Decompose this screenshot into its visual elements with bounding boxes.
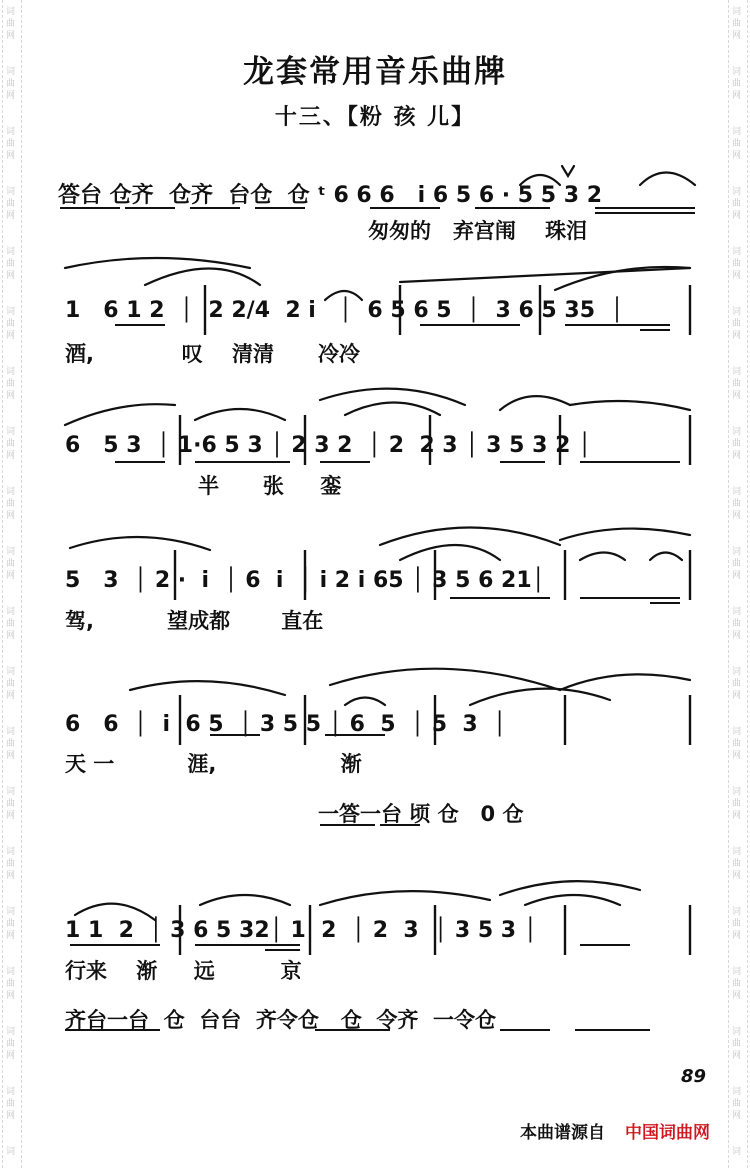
system-1-notes: 答台 仓齐 仓齐 台仓 仓 ᵗ 6 6 6 i 6 5 6 · 5 5 3 2 <box>58 183 603 208</box>
watermark-glyph: 网 <box>6 391 16 401</box>
watermark-glyph: 词 <box>6 127 16 137</box>
watermark-glyph: 网 <box>732 91 742 101</box>
watermark-glyph: 词 <box>732 787 742 797</box>
watermark-glyph: 网 <box>6 1111 16 1121</box>
watermark-glyph: 词 <box>732 367 742 377</box>
watermark-glyph: 曲 <box>6 19 16 29</box>
watermark-glyph: 网 <box>732 871 742 881</box>
watermark-glyph: 曲 <box>732 919 742 929</box>
watermark-glyph: 词 <box>6 367 16 377</box>
watermark-glyph: 词 <box>732 7 742 17</box>
watermark-glyph: 曲 <box>732 139 742 149</box>
watermark-glyph: 曲 <box>6 259 16 269</box>
watermark-glyph: 词 <box>6 787 16 797</box>
watermark-glyph: 词 <box>6 7 16 17</box>
watermark-glyph: 词 <box>6 1087 16 1097</box>
watermark-glyph: 词 <box>732 727 742 737</box>
system-1-lyrics: 匆匆的 弃宫闱 珠泪 <box>368 219 588 243</box>
watermark-glyph: 网 <box>732 931 742 941</box>
system-3-lyrics: 半 张 銮 <box>198 474 342 498</box>
watermark-glyph: 曲 <box>6 139 16 149</box>
watermark-glyph: 曲 <box>6 1099 16 1109</box>
system-2-notes: 1 6 1 2 │ 2 2/4 2 i │ 6 5 6 5 │ 3 6 5 35 │ <box>65 298 624 323</box>
watermark-glyph: 词 <box>732 1087 742 1097</box>
watermark-glyph: 网 <box>6 691 16 701</box>
watermark-glyph: 网 <box>732 1051 742 1061</box>
watermark-glyph: 词 <box>6 547 16 557</box>
watermark-glyph: 网 <box>6 511 16 521</box>
watermark-glyph: 曲 <box>732 499 742 509</box>
watermark-glyph: 网 <box>732 511 742 521</box>
watermark-glyph: 曲 <box>732 319 742 329</box>
watermark-glyph: 词 <box>732 847 742 857</box>
watermark-glyph: 网 <box>732 451 742 461</box>
watermark-glyph: 词 <box>6 607 16 617</box>
system-6-percussion: 齐台一台 仓 台台 齐令仓 仓 令齐 一令仓 <box>65 1008 497 1032</box>
watermark-strip-right <box>728 0 748 1168</box>
watermark-glyph: 词 <box>732 907 742 917</box>
watermark-glyph: 词 <box>732 967 742 977</box>
watermark-glyph: 词 <box>732 1027 742 1037</box>
system-5-notes: 6 6 │ i 6 5 │ 3 5 5 │ 6 5 │ 5 3 │ <box>65 712 507 737</box>
system-2-lyrics: 酒, 叹 清清 冷冷 <box>65 342 360 366</box>
watermark-glyph: 网 <box>6 751 16 761</box>
watermark-glyph: 曲 <box>6 919 16 929</box>
watermark-glyph: 网 <box>732 751 742 761</box>
watermark-glyph: 网 <box>732 31 742 41</box>
watermark-glyph: 词 <box>6 907 16 917</box>
watermark-glyph: 网 <box>6 31 16 41</box>
watermark-glyph: 曲 <box>732 619 742 629</box>
system-4-notes: 5 3 │ 2 · i │ 6 i │ i 2 i 65 │ 3 5 6 21│ <box>65 568 545 593</box>
watermark-glyph: 曲 <box>732 679 742 689</box>
watermark-glyph: 曲 <box>732 259 742 269</box>
watermark-glyph: 曲 <box>6 619 16 629</box>
tune-subtitle: 十三、【粉 孩 儿】 <box>274 105 476 130</box>
watermark-glyph: 曲 <box>6 319 16 329</box>
watermark-glyph: 网 <box>732 271 742 281</box>
watermark-glyph: 曲 <box>6 379 16 389</box>
watermark-glyph: 网 <box>6 931 16 941</box>
watermark-glyph: 曲 <box>732 739 742 749</box>
watermark-glyph: 曲 <box>732 79 742 89</box>
watermark-glyph: 词 <box>6 187 16 197</box>
watermark-glyph: 网 <box>732 571 742 581</box>
watermark-glyph: 词 <box>732 487 742 497</box>
watermark-glyph: 词 <box>6 67 16 77</box>
watermark-glyph: 词 <box>732 1147 742 1157</box>
watermark-glyph: 曲 <box>732 1099 742 1109</box>
watermark-glyph: 曲 <box>6 439 16 449</box>
watermark-glyph: 曲 <box>6 559 16 569</box>
watermark-glyph: 网 <box>6 331 16 341</box>
watermark-glyph: 曲 <box>6 1039 16 1049</box>
watermark-glyph: 网 <box>732 151 742 161</box>
watermark-glyph: 网 <box>6 631 16 641</box>
watermark-glyph: 曲 <box>732 859 742 869</box>
system-6-notes: 1 1 2 │ 3 6 5 32│ 1 2 │ 2 3 │ 3 5 3 │ <box>65 918 538 943</box>
watermark-glyph: 词 <box>6 307 16 317</box>
watermark-strip-left <box>2 0 22 1168</box>
watermark-glyph: 曲 <box>732 799 742 809</box>
watermark-glyph: 网 <box>732 391 742 401</box>
watermark-glyph: 曲 <box>6 979 16 989</box>
system-5-lyrics: 天 一 涯, 渐 <box>65 752 362 776</box>
watermark-glyph: 网 <box>732 631 742 641</box>
watermark-glyph: 网 <box>6 571 16 581</box>
page-number: 89 <box>681 1066 707 1087</box>
watermark-glyph: 网 <box>6 1051 16 1061</box>
system-6-lyrics: 行来 渐 远 京 <box>65 959 302 983</box>
watermark-glyph: 词 <box>732 547 742 557</box>
watermark-glyph: 曲 <box>6 859 16 869</box>
watermark-glyph: 网 <box>6 151 16 161</box>
watermark-glyph: 词 <box>6 667 16 677</box>
watermark-glyph: 网 <box>6 91 16 101</box>
watermark-glyph: 网 <box>732 691 742 701</box>
watermark-glyph: 曲 <box>6 499 16 509</box>
watermark-glyph: 词 <box>6 1147 16 1157</box>
watermark-glyph: 曲 <box>732 199 742 209</box>
watermark-glyph: 曲 <box>6 79 16 89</box>
watermark-glyph: 网 <box>6 991 16 1001</box>
watermark-glyph: 曲 <box>732 379 742 389</box>
watermark-glyph: 网 <box>6 811 16 821</box>
watermark-glyph: 词 <box>732 187 742 197</box>
watermark-glyph: 曲 <box>6 799 16 809</box>
watermark-glyph: 词 <box>732 67 742 77</box>
watermark-glyph: 词 <box>6 247 16 257</box>
watermark-glyph: 网 <box>732 1111 742 1121</box>
watermark-glyph: 网 <box>732 211 742 221</box>
watermark-glyph: 词 <box>6 1027 16 1037</box>
watermark-glyph: 网 <box>732 811 742 821</box>
watermark-glyph: 词 <box>732 427 742 437</box>
watermark-glyph: 词 <box>6 427 16 437</box>
watermark-glyph: 网 <box>6 271 16 281</box>
watermark-glyph: 网 <box>6 451 16 461</box>
watermark-glyph: 词 <box>732 247 742 257</box>
watermark-glyph: 曲 <box>6 739 16 749</box>
watermark-glyph: 词 <box>732 127 742 137</box>
watermark-glyph: 曲 <box>732 19 742 29</box>
watermark-glyph: 词 <box>732 667 742 677</box>
watermark-glyph: 曲 <box>6 199 16 209</box>
watermark-glyph: 词 <box>732 607 742 617</box>
source-site-link[interactable]: 中国词曲网 <box>625 1123 710 1143</box>
watermark-glyph: 曲 <box>732 1039 742 1049</box>
watermark-glyph: 曲 <box>732 559 742 569</box>
system-4-lyrics: 驾, 望成都 直在 <box>65 609 324 633</box>
watermark-glyph: 词 <box>6 847 16 857</box>
watermark-glyph: 曲 <box>732 979 742 989</box>
watermark-glyph: 词 <box>732 307 742 317</box>
page-title: 龙套常用音乐曲牌 <box>243 54 507 90</box>
source-label: 本曲谱源自 <box>520 1123 605 1143</box>
watermark-glyph: 词 <box>6 487 16 497</box>
watermark-glyph: 词 <box>6 727 16 737</box>
watermark-glyph: 网 <box>732 331 742 341</box>
watermark-glyph: 网 <box>732 991 742 1001</box>
watermark-glyph: 网 <box>6 871 16 881</box>
system-3-notes: 6 5 3 │ 1·6 5 3 │ 2 3 2 │ 2 2 3 │ 3 5 3 2 │ <box>65 433 592 458</box>
watermark-glyph: 曲 <box>6 679 16 689</box>
watermark-glyph: 网 <box>6 211 16 221</box>
system-5-percussion: 一答一台 顷 仓 0 仓 <box>318 802 524 826</box>
source-credit <box>520 1118 710 1143</box>
watermark-glyph: 曲 <box>732 439 742 449</box>
watermark-glyph: 词 <box>6 967 16 977</box>
